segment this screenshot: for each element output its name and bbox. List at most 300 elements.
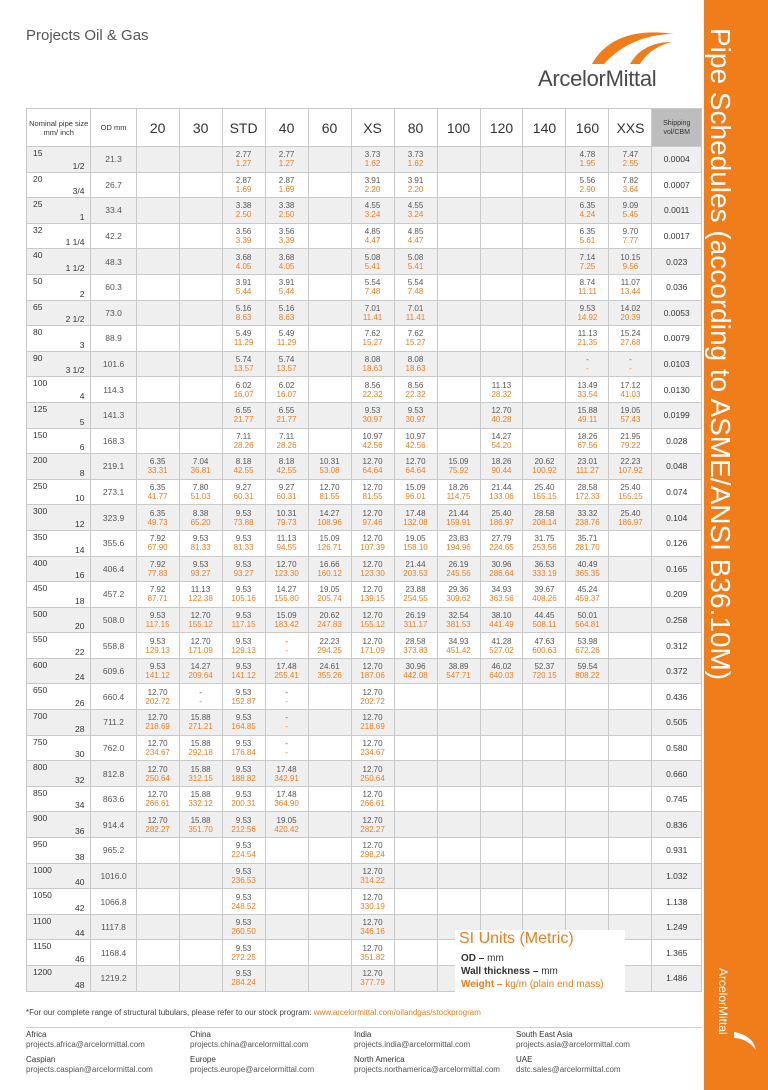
weight-value: 158.10 [403, 543, 428, 553]
nominal-size-inch: 1 1/4 [65, 237, 85, 248]
schedule-cell-80 [394, 658, 437, 684]
schedule-cell-xs [351, 172, 394, 198]
wall-thickness-value: 11.07 [620, 278, 641, 288]
schedule-cell-20 [136, 377, 179, 403]
weight-value: 81.55 [362, 492, 383, 502]
weight-value: 51.03 [190, 492, 211, 502]
wall-thickness-value: 15.88 [190, 764, 211, 774]
footnote [26, 1008, 481, 1017]
schedule-cell-20 [136, 198, 179, 224]
wall-thickness-value: 17.48 [276, 790, 297, 800]
weight-value: 81.55 [319, 492, 340, 502]
wall-thickness-value: 4.85 [407, 227, 424, 237]
schedule-cell-60 [308, 582, 351, 608]
weight-value: 266.61 [360, 799, 385, 809]
stock-program-link[interactable]: www.arcelormittal.com/oilandgas/stockprogram [313, 1008, 481, 1017]
wall-thickness-value: 4.78 [579, 150, 596, 160]
table-header-row [27, 109, 702, 147]
weight-value: 600.63 [532, 645, 557, 655]
shipping-volume-cell: 0.048 [652, 454, 702, 480]
weight-value: 5.41 [407, 261, 424, 271]
weight-value: 4.05 [235, 261, 252, 271]
weight-value: 15.27 [362, 338, 383, 348]
schedule-cell-140 [523, 889, 566, 915]
schedule-cell-80 [394, 940, 437, 966]
weight-value: 250.64 [360, 773, 385, 783]
wall-thickness-value: 26.19 [448, 559, 469, 569]
schedule-cell-xs [351, 761, 394, 787]
contact-entry [516, 1055, 676, 1075]
wall-thickness-value: 45.24 [577, 585, 598, 595]
wall-thickness-value: 25.40 [620, 508, 641, 518]
od-cell: 558.8 [91, 633, 136, 659]
schedule-cell-120 [480, 556, 523, 582]
schedule-cell-140 [523, 710, 566, 736]
schedule-header-40: 40 [265, 109, 308, 147]
schedule-cell-60 [308, 147, 351, 173]
schedule-cell-140 [523, 505, 566, 531]
weight-value: 245.56 [446, 568, 471, 578]
schedule-cell-60 [308, 556, 351, 582]
schedule-cell-xs [351, 966, 394, 992]
schedule-cell-std [222, 172, 265, 198]
wall-thickness-value: 5.49 [235, 329, 252, 339]
wall-thickness-value: 5.56 [579, 175, 596, 185]
wall-thickness-value: 26.19 [405, 610, 426, 620]
schedule-cell-30 [179, 274, 222, 300]
weight-value: 15.27 [405, 338, 426, 348]
schedule-cell-160 [566, 402, 609, 428]
nominal-size-mm: 1200 [33, 967, 52, 977]
od-cell: 42.2 [91, 223, 136, 249]
wall-thickness-value: 5.08 [364, 252, 381, 262]
weight-value: 41.77 [147, 492, 168, 502]
weight-value: 365.35 [575, 568, 600, 578]
schedule-cell-xs [351, 812, 394, 838]
shipping-volume-cell: 0.0053 [652, 300, 702, 326]
nominal-size-mm: 250 [33, 480, 48, 491]
schedule-cell-120 [480, 300, 523, 326]
wall-thickness-value: 5.16 [235, 303, 252, 313]
nominal-size-cell [27, 812, 91, 838]
nominal-size-cell [27, 147, 91, 173]
wall-thickness-value: 3.56 [278, 227, 295, 237]
weight-value: 160.12 [317, 568, 342, 578]
wall-thickness-value: 7.80 [192, 483, 209, 493]
schedule-cell-100 [437, 300, 480, 326]
table-row [27, 607, 702, 633]
nominal-size-cell [27, 582, 91, 608]
weight-value: 640.03 [489, 671, 514, 681]
schedule-cell-140 [523, 658, 566, 684]
contact-email-link[interactable]: projects.asia@arcelormittal.com [516, 1040, 630, 1049]
schedule-cell-160 [566, 428, 609, 454]
schedule-cell-120 [480, 735, 523, 761]
shipping-volume-cell: 0.074 [652, 479, 702, 505]
wall-thickness-value: 12.70 [147, 790, 168, 800]
weight-value: 67.56 [577, 440, 598, 450]
contact-email-link[interactable]: dstc.sales@arcelormittal.com [516, 1065, 621, 1074]
nominal-size-inch: 48 [75, 979, 85, 990]
weight-value: 18.63 [405, 364, 426, 374]
schedule-cell-40 [265, 326, 308, 352]
schedule-cell-40 [265, 761, 308, 787]
weight-value: 54.20 [491, 440, 512, 450]
nominal-size-cell [27, 428, 91, 454]
schedule-cell-100 [437, 658, 480, 684]
weight-value: 3.24 [364, 210, 381, 220]
weight-value: 155.80 [274, 594, 299, 604]
schedule-cell-xs [351, 402, 394, 428]
contact-region: UAE [516, 1055, 533, 1064]
schedule-cell-160 [566, 889, 609, 915]
si-units-title: SI Units (Metric) [459, 930, 574, 947]
wall-thickness-value: 2.77 [278, 150, 295, 160]
weight-value: 194.96 [446, 543, 471, 553]
schedule-cell-160 [566, 735, 609, 761]
schedule-cell-120 [480, 889, 523, 915]
od-cell: 863.6 [91, 786, 136, 812]
wall-thickness-value: 6.35 [579, 201, 596, 211]
schedule-cell-60 [308, 761, 351, 787]
wall-thickness-value: 3.91 [364, 175, 381, 185]
schedule-cell-120 [480, 607, 523, 633]
wall-thickness-value: 29.36 [448, 585, 469, 595]
schedule-cell-140 [523, 198, 566, 224]
nominal-size-mm: 32 [33, 224, 43, 235]
schedule-cell-60 [308, 530, 351, 556]
weight-value: 13.57 [233, 364, 254, 374]
nominal-size-cell [27, 684, 91, 710]
schedule-cell-20 [136, 249, 179, 275]
schedule-cell-40 [265, 172, 308, 198]
wall-thickness-value: 12.70 [319, 483, 340, 493]
schedule-cell-100 [437, 607, 480, 633]
schedule-cell-60 [308, 249, 351, 275]
weight-value: 186.97 [489, 517, 514, 527]
weight-value: 253.56 [532, 543, 557, 553]
schedule-cell-160 [566, 351, 609, 377]
schedule-cell-100 [437, 838, 480, 864]
contact-email-link[interactable]: projects.africa@arcelormittal.com [26, 1040, 145, 1049]
weight-value: 114.75 [446, 492, 471, 502]
si-od-line [455, 952, 625, 965]
contact-email-link[interactable]: projects.northamerica@arcelormittal.com [354, 1065, 500, 1074]
weight-value: - [285, 696, 288, 706]
schedule-cell-xxs [609, 556, 652, 582]
schedule-cell-160 [566, 658, 609, 684]
schedule-cell-40 [265, 479, 308, 505]
weight-value: 272.25 [231, 952, 256, 962]
wall-thickness-value: 8.08 [407, 355, 424, 365]
schedule-cell-120 [480, 633, 523, 659]
weight-value: - [199, 696, 202, 706]
schedule-cell-xxs [609, 147, 652, 173]
wall-thickness-value: 7.14 [579, 252, 596, 262]
si-units-legend [455, 930, 625, 1000]
weight-value: 4.47 [364, 236, 381, 246]
wall-thickness-value: 23.88 [405, 585, 426, 595]
schedule-header-xxs: XXS [609, 109, 652, 147]
schedule-cell-30 [179, 812, 222, 838]
weight-value: 129.13 [231, 645, 256, 655]
weight-value: 27.68 [620, 338, 641, 348]
contact-entry [190, 1055, 350, 1075]
schedule-cell-30 [179, 300, 222, 326]
schedule-header-60: 60 [308, 109, 351, 147]
schedule-cell-30 [179, 658, 222, 684]
schedule-cell-120 [480, 863, 523, 889]
nominal-size-mm: 750 [33, 736, 48, 747]
schedule-cell-30 [179, 172, 222, 198]
weight-value: 286.64 [489, 568, 514, 578]
shipping-volume-cell: 0.312 [652, 633, 702, 659]
schedule-cell-xs [351, 914, 394, 940]
weight-value: 171.09 [360, 645, 385, 655]
contact-region: India [354, 1030, 372, 1039]
table-row [27, 274, 702, 300]
brand-name: ArcelorMittal [538, 66, 657, 91]
wall-thickness-value: 11.13 [577, 329, 598, 339]
schedule-cell-40 [265, 428, 308, 454]
schedule-cell-20 [136, 658, 179, 684]
schedule-cell-100 [437, 889, 480, 915]
weight-value: 64.64 [362, 466, 383, 476]
schedule-cell-100 [437, 505, 480, 531]
shipping-volume-cell: 1.249 [652, 914, 702, 940]
wall-thickness-value: 9.53 [149, 636, 166, 646]
nominal-size-mm: 550 [33, 634, 48, 645]
nominal-size-cell [27, 402, 91, 428]
weight-value: 208.14 [532, 517, 557, 527]
table-row [27, 658, 702, 684]
od-cell: 48.3 [91, 249, 136, 275]
weight-value: 7.48 [364, 287, 381, 297]
schedule-cell-30 [179, 889, 222, 915]
wall-thickness-value: 4.85 [364, 227, 381, 237]
schedule-cell-120 [480, 249, 523, 275]
weight-value: 22.32 [362, 389, 383, 399]
schedule-cell-20 [136, 684, 179, 710]
nominal-size-mm: 900 [33, 813, 48, 824]
wall-thickness-value: 17.48 [276, 662, 297, 672]
contact-email-link[interactable]: projects.europe@arcelormittal.com [190, 1065, 315, 1074]
schedule-cell-30 [179, 198, 222, 224]
wall-thickness-value: 3.91 [278, 278, 295, 288]
schedule-cell-xxs [609, 838, 652, 864]
nominal-size-inch: 16 [75, 570, 85, 581]
nominal-size-mm: 40 [33, 250, 43, 261]
weight-value: - [629, 364, 632, 374]
contact-email-link[interactable]: projects.caspian@arcelormittal.com [26, 1065, 153, 1074]
schedule-cell-140 [523, 172, 566, 198]
table-row [27, 479, 702, 505]
schedule-cell-140 [523, 454, 566, 480]
schedule-cell-30 [179, 761, 222, 787]
contact-entry [26, 1055, 186, 1075]
wall-thickness-value: 53.98 [577, 636, 598, 646]
wall-thickness-value: 25.40 [534, 483, 555, 493]
wall-thickness-value: 5.54 [364, 278, 381, 288]
wall-thickness-value: 12.70 [362, 815, 383, 825]
si-od-label: OD – [461, 953, 485, 964]
wall-thickness-value: 9.53 [235, 636, 252, 646]
wall-thickness-value: 21.44 [405, 559, 426, 569]
od-cell: 609.6 [91, 658, 136, 684]
schedule-cell-xxs [609, 249, 652, 275]
schedule-cell-140 [523, 556, 566, 582]
weight-value: 1.62 [407, 159, 424, 169]
wall-thickness-value: 12.70 [362, 687, 383, 697]
schedule-cell-20 [136, 607, 179, 633]
weight-value: 164.85 [231, 722, 256, 732]
weight-value: 96.01 [405, 492, 426, 502]
weight-value: 11.29 [233, 338, 254, 348]
schedule-cell-80 [394, 838, 437, 864]
shipping-volume-cell: 0.023 [652, 249, 702, 275]
pipe-schedule-table-container [26, 108, 702, 1003]
wall-thickness-value: 22.23 [620, 457, 641, 467]
schedule-cell-xs [351, 658, 394, 684]
weight-value: 672.26 [575, 645, 600, 655]
schedule-cell-100 [437, 274, 480, 300]
weight-value: 11.41 [405, 312, 426, 322]
schedule-cell-80 [394, 479, 437, 505]
wall-thickness-value: 9.53 [235, 738, 252, 748]
schedule-cell-140 [523, 223, 566, 249]
shipping-volume-cell: 0.836 [652, 812, 702, 838]
schedule-cell-40 [265, 684, 308, 710]
wall-thickness-value: 21.44 [448, 508, 469, 518]
schedule-cell-20 [136, 147, 179, 173]
schedule-cell-std [222, 966, 265, 992]
wall-thickness-value: 7.01 [407, 303, 424, 313]
weight-value: 64.64 [405, 466, 426, 476]
schedule-cell-160 [566, 326, 609, 352]
nominal-size-cell [27, 863, 91, 889]
schedule-cell-xxs [609, 863, 652, 889]
weight-value: 218.69 [145, 722, 170, 732]
nominal-size-mm: 1100 [33, 915, 52, 926]
schedule-cell-20 [136, 428, 179, 454]
weight-value: 53.08 [319, 466, 340, 476]
schedule-cell-120 [480, 684, 523, 710]
table-row [27, 838, 702, 864]
contact-email-link[interactable]: projects.india@arcelormittal.com [354, 1040, 471, 1049]
schedule-cell-40 [265, 300, 308, 326]
weight-value: 141.12 [145, 671, 170, 681]
nominal-size-cell [27, 914, 91, 940]
od-cell: 355.6 [91, 530, 136, 556]
schedule-cell-140 [523, 274, 566, 300]
wall-thickness-value: 12.70 [147, 713, 168, 723]
wall-thickness-value: 8.08 [364, 355, 381, 365]
od-cell: 1066.8 [91, 889, 136, 915]
nominal-size-cell [27, 761, 91, 787]
schedule-cell-80 [394, 300, 437, 326]
schedule-cell-40 [265, 147, 308, 173]
schedule-cell-std [222, 377, 265, 403]
schedule-cell-120 [480, 198, 523, 224]
weight-value: 133.06 [489, 492, 514, 502]
wall-thickness-value: 18.26 [577, 431, 598, 441]
weight-value: 21.77 [276, 415, 297, 425]
schedule-cell-xxs [609, 402, 652, 428]
schedule-cell-20 [136, 761, 179, 787]
schedule-cell-30 [179, 863, 222, 889]
weight-value: 408.26 [532, 594, 557, 604]
schedule-cell-100 [437, 147, 480, 173]
schedule-cell-80 [394, 556, 437, 582]
wall-thickness-value: 20.62 [319, 610, 340, 620]
schedule-cell-60 [308, 940, 351, 966]
wall-thickness-value: 5.54 [407, 278, 424, 288]
nominal-size-inch: 30 [75, 749, 85, 760]
schedule-cell-140 [523, 863, 566, 889]
nominal-size-inch: 12 [75, 518, 85, 529]
contact-email-link[interactable]: projects.china@arcelormittal.com [190, 1040, 309, 1049]
weight-value: 8.63 [278, 312, 295, 322]
shipping-volume-cell: 0.0103 [652, 351, 702, 377]
weight-value: 117.15 [145, 619, 170, 629]
schedule-cell-xxs [609, 198, 652, 224]
wall-thickness-value: 15.88 [190, 738, 211, 748]
weight-value: 21.35 [577, 338, 598, 348]
wall-thickness-value: 9.53 [235, 764, 252, 774]
schedule-cell-std [222, 889, 265, 915]
schedule-cell-std [222, 147, 265, 173]
shipping-volume-cell: 0.931 [652, 838, 702, 864]
schedule-cell-140 [523, 684, 566, 710]
nominal-size-inch: 1 [79, 211, 85, 222]
wall-thickness-value: 4.55 [364, 201, 381, 211]
weight-value: 90.44 [491, 466, 512, 476]
weight-value: 107.92 [618, 466, 643, 476]
schedule-header-140: 140 [523, 109, 566, 147]
schedule-cell-120 [480, 505, 523, 531]
nominal-size-cell [27, 966, 91, 992]
weight-value: 77.83 [147, 568, 168, 578]
wall-thickness-value: 41.28 [491, 636, 512, 646]
weight-value: 3.39 [278, 236, 295, 246]
schedule-cell-std [222, 838, 265, 864]
schedule-cell-80 [394, 582, 437, 608]
schedule-cell-100 [437, 556, 480, 582]
wall-thickness-value: 8.56 [407, 380, 424, 390]
schedule-cell-20 [136, 402, 179, 428]
schedule-cell-xxs [609, 633, 652, 659]
shipping-volume-cell: 0.372 [652, 658, 702, 684]
wall-thickness-value: 52.37 [534, 662, 555, 672]
schedule-cell-20 [136, 786, 179, 812]
schedule-cell-80 [394, 428, 437, 454]
schedule-cell-20 [136, 582, 179, 608]
weight-value: 281.70 [575, 543, 600, 553]
schedule-cell-30 [179, 402, 222, 428]
schedule-cell-xxs [609, 658, 652, 684]
weight-value: 65.20 [190, 517, 211, 527]
weight-value: 93.27 [190, 568, 211, 578]
weight-value: 7.25 [579, 261, 596, 271]
contact-region: North America [354, 1055, 405, 1064]
weight-value: 5.41 [364, 261, 381, 271]
schedule-cell-60 [308, 300, 351, 326]
nominal-size-cell [27, 838, 91, 864]
schedule-cell-60 [308, 326, 351, 352]
wall-thickness-value: 12.70 [362, 892, 383, 902]
schedule-cell-60 [308, 838, 351, 864]
schedule-cell-std [222, 351, 265, 377]
